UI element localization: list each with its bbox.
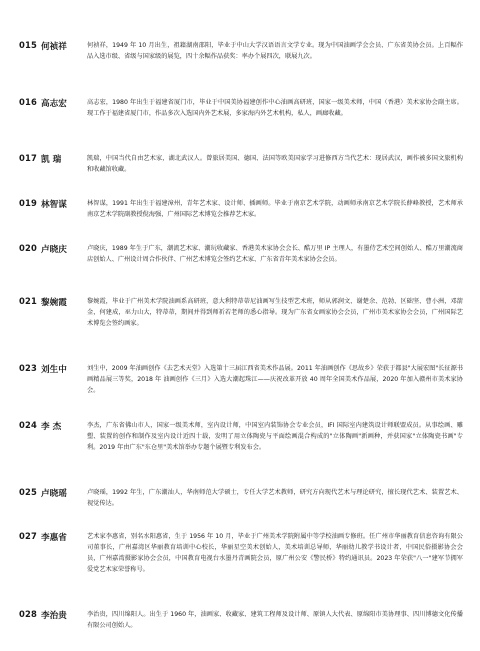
artist-name: 林智谋: [41, 200, 67, 210]
artist-name: 刘生中: [41, 365, 67, 375]
artist-name: 凯 瑞: [41, 155, 62, 165]
artist-bio: 林智谋，1991 年出生于福建漳州，青年艺术家、设计师、插画师。毕业于南京艺术学院，动画师承南京艺术学院长薛峰教授，艺术师承南京艺术学院副教授倪海强，广州国际艺术博览会推荐艺术家。: [87, 200, 463, 218]
artist-bio: 艺术家李惠省，别名水阳惠省，生于 1956 年 10 月，毕业于广州美术学院附属中等学校油画专修班。任广州市华丽教育信息咨询有限公司董事长，广州嘉湾区华丽教育培训中心校长，华丽星空美术创始人，美术培训总导师，华丽幼儿教学书设计者，中国民俗摄影协会会员，广州嘉湾摄影家协会会员，中国教育电视台水墨丹青画院会员，原广州公安《警民桥》特约通讯员。2023 年荣获"八一"建军节拥军爱党艺术家荣誉称号。: [87, 533, 463, 573]
entry-number: 020: [19, 243, 38, 253]
entry-number: 019: [19, 198, 38, 208]
artist-bio: 卢晓庆，1989 年生于广东，潮流艺术家、潮玩收藏家、香港美术家协会会长、酷万里 IP 主理人，有墨侍艺术空间创始人、酷万里潮流商店创始人、广州设计周合作伙伴、广州艺术博览会签约艺术家、广东省青年美术家协会会员。: [87, 245, 463, 263]
entry-number: 024: [19, 420, 38, 430]
entry-number: 028: [19, 609, 38, 619]
artist-name: 李 杰: [41, 422, 62, 432]
entry-number: 015: [19, 40, 38, 50]
artist-name: 卢晓瑶: [41, 489, 67, 499]
artist-name: 何祯祥: [41, 42, 67, 52]
artist-bio: 李治贵，四川绵阳人。出生于 1960 年，油画家、收藏家、建筑工程师及设计师、原镇人大代表、原绵阳市美协理事、四川博德文化传播有限公司创始人。: [87, 611, 463, 629]
entry-number: 025: [19, 487, 38, 497]
entry-number: 017: [19, 153, 38, 163]
artist-bio: 李杰，广东省佛山市人，国家一级美术师，室内设计师，中国室内装饰协会专业会员，IFI 国际室内建筑设计师联盟成员。从事绘画、雕塑、装置的创作和制作及室内设计近四十载，发明了用立体陶瓷与平面绘画混合构成的"立体陶画"新画种，并获国家"立体陶瓷书画"专利。2019 年由广东"东仓里"美术馆举办专题个展暨专利发布会。: [87, 422, 463, 451]
artist-name: 李治贵: [41, 611, 67, 621]
entry-number: 021: [19, 296, 38, 306]
entry-number: 016: [19, 97, 38, 107]
artist-bio: 高志宏，1980 年出生于福建省厦门市，毕业于中国美协福建创作中心油画高研班，国家一级美术师，中国（香港）美术家协会副主席。现工作于福建省厦门市，作品多次入选国内外艺术展，多家海内外艺术机构，私人，画廊收藏。: [87, 99, 463, 117]
artist-name: 李惠省: [41, 533, 67, 543]
entry-number: 027: [19, 531, 38, 541]
artist-name: 高志宏: [41, 99, 67, 109]
artist-bio: 黎婉霞，毕业于广州美术学院油画系高研班，意大利特蒂蒂尼油画写生技型艺术班，师从郭润文、谢楚余、范勃、区础坚、曹小洲，邓箭金，何建成，巫力山大，特蒂蒂，期间并得到师祈若老师的悉心指导。现为广东省女画家协会会员，广州市美术家协会会员，广州国际艺术博览会签约画家。: [87, 298, 463, 327]
artist-bio: 刘生中，2009 年油画创作《去艺术天堂》入选第十三届江西省美术作品展。2011 年油画创作《思故乡》荣获于都县"大展宏图"长征源书画精品展三等奖，2018 年 油画创作《三月》入选大潮起珠江——庆祝改革开放 40 周年全国美术作品展，2020 年加入赣州市美术家协会。: [87, 365, 463, 394]
artist-name: 黎婉霞: [41, 298, 67, 308]
artist-bio: 何祯祥，1949 年 10 月出生，祖籍湖南邵阳，毕业于中山大学汉语语言文学专业。现为中国油画学会会员、广东省美协会员。上百幅作品入选市级、省级与国家级的展览，四十余幅作品获奖：率办个展四次，联展九次。: [87, 42, 463, 60]
artist-bio: 凯瑞，中国当代自由艺术家，湖北武汉人。曾旅居美国、德国、法国等欧美国家学习进修西方当代艺术：现居武汉，画作被多国文旅机构和收藏馆收藏。: [87, 155, 463, 173]
entry-number: 023: [19, 363, 38, 373]
artist-name: 卢晓庆: [41, 245, 67, 255]
artist-bio: 卢晓瑶，1992 年生，广东潮汕人，华南师范大学硕士，专任大学艺术教师，研究方向现代艺术与理论研究，擅长现代艺术、装置艺术、视觉传达。: [87, 489, 463, 507]
